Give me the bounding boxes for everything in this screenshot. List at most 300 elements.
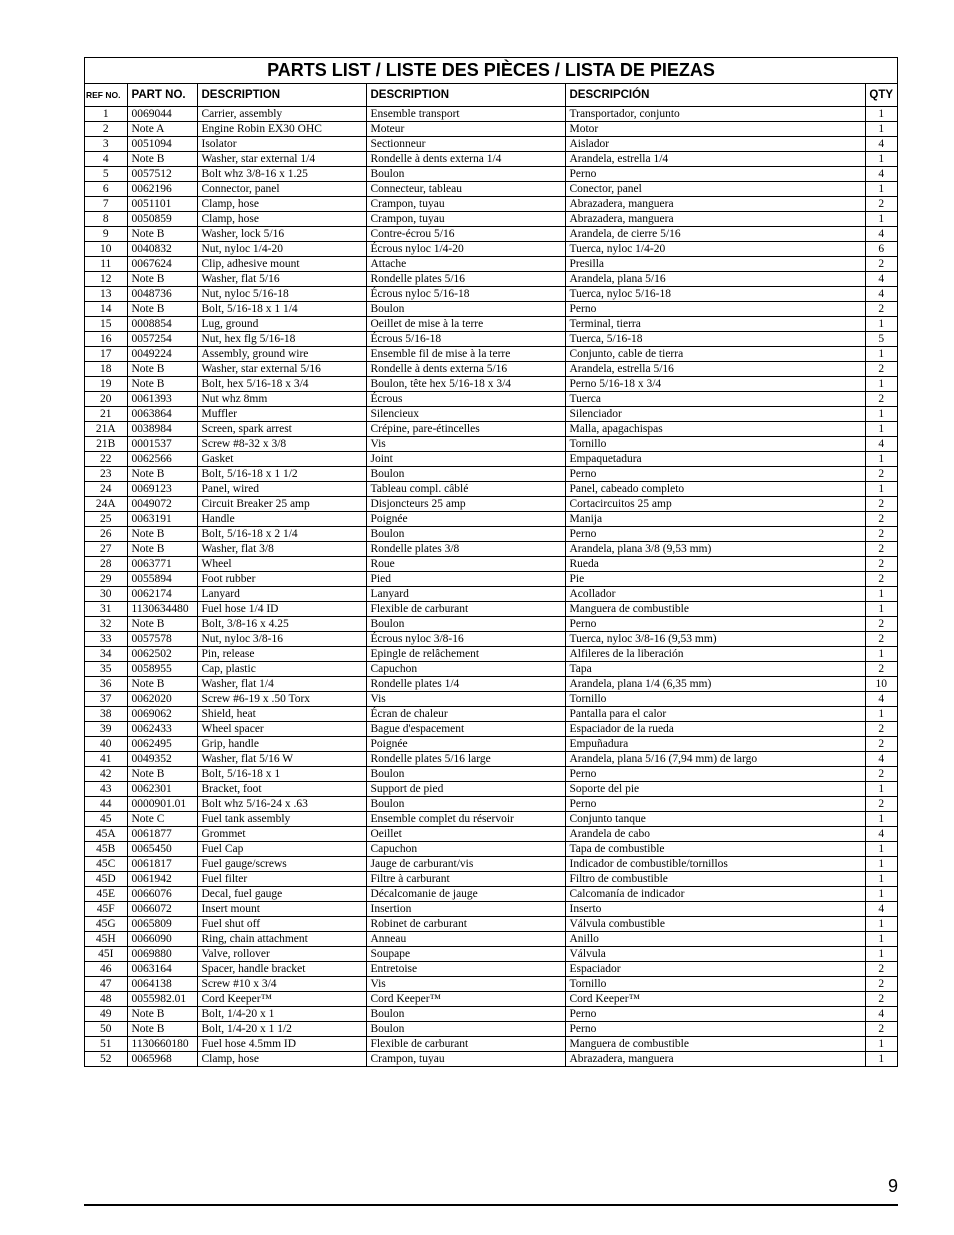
description-en-cell: Grip, handle [197, 736, 366, 751]
qty-cell: 1 [878, 107, 885, 120]
qty-cell: 4 [878, 1007, 885, 1020]
description-fr-cell: Ensemble fil de mise à la terre [366, 346, 565, 361]
description-es-cell: Conjunto tanque [565, 811, 865, 826]
ref-no-cell: 33 [85, 631, 127, 646]
description-en-cell: Nut whz 8mm [197, 391, 366, 406]
table-row [85, 586, 897, 601]
ref-no-cell: 43 [85, 781, 127, 796]
description-en-cell: Connector, panel [197, 181, 366, 196]
part-no-cell: 0062495 [127, 736, 197, 751]
part-no-cell: 0066076 [127, 886, 197, 901]
qty-cell: 2 [878, 557, 885, 570]
description-fr-cell: Connecteur, tableau [366, 181, 565, 196]
qty-cell: 2 [878, 962, 885, 975]
description-es-cell: Pie [565, 571, 865, 586]
description-es-cell: Tuerca, nyloc 5/16-18 [565, 286, 865, 301]
part-no-cell: 0069123 [127, 481, 197, 496]
ref-no-cell: 48 [85, 991, 127, 1006]
description-es-cell: Cord Keeper™ [565, 991, 865, 1006]
description-es-cell: Perno [565, 466, 865, 481]
qty-cell: 2 [878, 467, 885, 480]
ref-no-cell: 45D [85, 871, 127, 886]
qty-cell: 1 [878, 812, 885, 825]
description-en-cell: Screw #6-19 x .50 Torx [197, 691, 366, 706]
header-description-es: DESCRIPCIÓN [565, 84, 865, 106]
description-es-cell: Anillo [565, 931, 865, 946]
part-no-cell: 0062020 [127, 691, 197, 706]
header-ref-no: REF NO. [85, 84, 127, 106]
part-no-cell: Note B [127, 226, 197, 241]
description-en-cell: Bolt whz 3/8-16 x 1.25 [197, 166, 366, 181]
table-row [85, 571, 897, 586]
ref-no-cell: 1 [85, 106, 127, 121]
description-fr-cell: Robinet de carburant [366, 916, 565, 931]
table-row [85, 646, 897, 661]
description-en-cell: Bolt, 5/16-18 x 2 1/4 [197, 526, 366, 541]
qty-cell: 2 [878, 572, 885, 585]
ref-no-cell: 38 [85, 706, 127, 721]
part-no-cell: 0063191 [127, 511, 197, 526]
ref-no-cell: 45C [85, 856, 127, 871]
part-no-cell: 0065450 [127, 841, 197, 856]
description-fr-cell: Insertion [366, 901, 565, 916]
qty-cell: 1 [878, 407, 885, 420]
qty-cell: 1 [878, 932, 885, 945]
ref-no-cell: 17 [85, 346, 127, 361]
description-en-cell: Nut, nyloc 1/4-20 [197, 241, 366, 256]
header-description-en: DESCRIPTION [197, 84, 366, 106]
part-no-cell: 0069062 [127, 706, 197, 721]
ref-no-cell: 45 [85, 811, 127, 826]
qty-cell: 1 [878, 872, 885, 885]
qty-cell: 2 [878, 512, 885, 525]
part-no-cell: 0069880 [127, 946, 197, 961]
ref-no-cell: 37 [85, 691, 127, 706]
qty-cell: 1 [878, 602, 885, 615]
description-es-cell: Malla, apagachispas [565, 421, 865, 436]
table-row [85, 511, 897, 526]
part-no-cell: Note B [127, 466, 197, 481]
qty-cell: 1 [878, 422, 885, 435]
description-es-cell: Perno 5/16-18 x 3/4 [565, 376, 865, 391]
header-description-fr: DESCRIPTION [366, 84, 565, 106]
qty-cell: 2 [878, 662, 885, 675]
part-no-cell: Note B [127, 526, 197, 541]
description-en-cell: Washer, flat 3/8 [197, 541, 366, 556]
description-fr-cell: Boulon [366, 796, 565, 811]
description-fr-cell: Capuchon [366, 661, 565, 676]
table-row [85, 1021, 897, 1036]
table-row [85, 721, 897, 736]
description-en-cell: Bolt, 5/16-18 x 1 [197, 766, 366, 781]
description-fr-cell: Vis [366, 691, 565, 706]
description-fr-cell: Jauge de carburant/vis [366, 856, 565, 871]
table-row [85, 1051, 897, 1066]
table-row [85, 691, 897, 706]
qty-cell: 10 [875, 677, 887, 690]
description-es-cell: Manija [565, 511, 865, 526]
description-en-cell: Screw #10 x 3/4 [197, 976, 366, 991]
part-no-cell: 0048736 [127, 286, 197, 301]
ref-no-cell: 45E [85, 886, 127, 901]
ref-no-cell: 47 [85, 976, 127, 991]
description-en-cell: Spacer, handle bracket [197, 961, 366, 976]
description-es-cell: Arandela, estrella 5/16 [565, 361, 865, 376]
description-en-cell: Foot rubber [197, 571, 366, 586]
description-es-cell: Tuerca, 5/16-18 [565, 331, 865, 346]
description-es-cell: Tornillo [565, 976, 865, 991]
ref-no-cell: 46 [85, 961, 127, 976]
ref-no-cell: 18 [85, 361, 127, 376]
ref-no-cell: 45G [85, 916, 127, 931]
description-fr-cell: Rondelle plates 5/16 [366, 271, 565, 286]
description-en-cell: Clip, adhesive mount [197, 256, 366, 271]
description-fr-cell: Rondelle à dents externa 1/4 [366, 151, 565, 166]
description-en-cell: Screw #8-32 x 3/8 [197, 436, 366, 451]
ref-no-cell: 11 [85, 256, 127, 271]
table-row [85, 826, 897, 841]
part-no-cell: 0063771 [127, 556, 197, 571]
description-fr-cell: Écrous nyloc 1/4-20 [366, 241, 565, 256]
qty-cell: 2 [878, 527, 885, 540]
description-es-cell: Perno [565, 616, 865, 631]
part-no-cell: 0051094 [127, 136, 197, 151]
ref-no-cell: 32 [85, 616, 127, 631]
description-es-cell: Arandela de cabo [565, 826, 865, 841]
part-no-cell: 0067624 [127, 256, 197, 271]
parts-list-title: PARTS LIST / LISTE DES PIÈCES / LISTA DE PIEZAS [85, 58, 897, 84]
description-en-cell: Clamp, hose [197, 196, 366, 211]
qty-cell: 2 [878, 992, 885, 1005]
ref-no-cell: 2 [85, 121, 127, 136]
parts-list-table-frame [84, 57, 898, 1067]
part-no-cell: 0049352 [127, 751, 197, 766]
table-row [85, 211, 897, 226]
qty-cell: 4 [878, 902, 885, 915]
description-es-cell: Perno [565, 1006, 865, 1021]
description-fr-cell: Boulon, tête hex 5/16-18 x 3/4 [366, 376, 565, 391]
table-row [85, 271, 897, 286]
description-es-cell: Arandela, plana 5/16 (7,94 mm) de largo [565, 751, 865, 766]
description-fr-cell: Flexible de carburant [366, 601, 565, 616]
description-es-cell: Empuñadura [565, 736, 865, 751]
part-no-cell: 0062502 [127, 646, 197, 661]
description-fr-cell: Entretoise [366, 961, 565, 976]
ref-no-cell: 28 [85, 556, 127, 571]
qty-cell: 1 [878, 377, 885, 390]
description-en-cell: Bolt, 3/8-16 x 4.25 [197, 616, 366, 631]
qty-cell: 2 [878, 767, 885, 780]
ref-no-cell: 41 [85, 751, 127, 766]
qty-cell: 2 [878, 617, 885, 630]
description-es-cell: Empaquetadura [565, 451, 865, 466]
description-es-cell: Perno [565, 1021, 865, 1036]
description-en-cell: Bolt, 5/16-18 x 1 1/2 [197, 466, 366, 481]
description-en-cell: Handle [197, 511, 366, 526]
table-row [85, 241, 897, 256]
description-fr-cell: Crampon, tuyau [366, 1051, 565, 1066]
table-row [85, 961, 897, 976]
part-no-cell: 0065968 [127, 1051, 197, 1066]
ref-no-cell: 21 [85, 406, 127, 421]
description-es-cell: Tapa [565, 661, 865, 676]
table-row [85, 631, 897, 646]
qty-cell: 1 [878, 1037, 885, 1050]
ref-no-cell: 29 [85, 571, 127, 586]
ref-no-cell: 16 [85, 331, 127, 346]
table-row [85, 601, 897, 616]
description-es-cell: Panel, cabeado completo [565, 481, 865, 496]
description-fr-cell: Cord Keeper™ [366, 991, 565, 1006]
description-fr-cell: Boulon [366, 166, 565, 181]
description-en-cell: Bracket, foot [197, 781, 366, 796]
description-en-cell: Bolt, hex 5/16-18 x 3/4 [197, 376, 366, 391]
description-en-cell: Isolator [197, 136, 366, 151]
description-fr-cell: Filtre à carburant [366, 871, 565, 886]
description-en-cell: Washer, lock 5/16 [197, 226, 366, 241]
description-es-cell: Aislador [565, 136, 865, 151]
ref-no-cell: 27 [85, 541, 127, 556]
ref-no-cell: 31 [85, 601, 127, 616]
ref-no-cell: 45H [85, 931, 127, 946]
description-es-cell: Tuerca, nyloc 3/8-16 (9,53 mm) [565, 631, 865, 646]
description-es-cell: Perno [565, 166, 865, 181]
description-en-cell: Bolt, 1/4-20 x 1 [197, 1006, 366, 1021]
description-en-cell: Fuel hose 4.5mm ID [197, 1036, 366, 1051]
ref-no-cell: 44 [85, 796, 127, 811]
table-row [85, 301, 897, 316]
description-en-cell: Lug, ground [197, 316, 366, 331]
part-no-cell: 0061942 [127, 871, 197, 886]
part-no-cell: Note B [127, 676, 197, 691]
table-row [85, 946, 897, 961]
qty-cell: 1 [878, 857, 885, 870]
qty-cell: 4 [878, 227, 885, 240]
ref-no-cell: 10 [85, 241, 127, 256]
description-en-cell: Circuit Breaker 25 amp [197, 496, 366, 511]
description-en-cell: Bolt whz 5/16-24 x .63 [197, 796, 366, 811]
ref-no-cell: 30 [85, 586, 127, 601]
part-no-cell: 0051101 [127, 196, 197, 211]
qty-cell: 1 [878, 647, 885, 660]
part-no-cell: 0065809 [127, 916, 197, 931]
description-en-cell: Ring, chain attachment [197, 931, 366, 946]
description-es-cell: Arandela, estrella 1/4 [565, 151, 865, 166]
part-no-cell: 0062433 [127, 721, 197, 736]
description-fr-cell: Écran de chaleur [366, 706, 565, 721]
ref-no-cell: 12 [85, 271, 127, 286]
qty-cell: 2 [878, 632, 885, 645]
ref-no-cell: 45I [85, 946, 127, 961]
table-row [85, 136, 897, 151]
description-fr-cell: Boulon [366, 766, 565, 781]
description-fr-cell: Tableau compl. câblé [366, 481, 565, 496]
description-en-cell: Clamp, hose [197, 211, 366, 226]
page-number: 9 [887, 1176, 898, 1196]
qty-cell: 4 [878, 287, 885, 300]
description-es-cell: Arandela, de cierre 5/16 [565, 226, 865, 241]
table-row [85, 541, 897, 556]
table-row [85, 616, 897, 631]
part-no-cell: Note B [127, 271, 197, 286]
qty-cell: 1 [878, 212, 885, 225]
ref-no-cell: 39 [85, 721, 127, 736]
description-fr-cell: Disjoncteurs 25 amp [366, 496, 565, 511]
part-no-cell: 0062566 [127, 451, 197, 466]
description-es-cell: Motor [565, 121, 865, 136]
description-fr-cell: Boulon [366, 1006, 565, 1021]
ref-no-cell: 35 [85, 661, 127, 676]
description-en-cell: Fuel tank assembly [197, 811, 366, 826]
table-row [85, 421, 897, 436]
qty-cell: 1 [878, 917, 885, 930]
description-fr-cell: Anneau [366, 931, 565, 946]
description-es-cell: Acollador [565, 586, 865, 601]
part-no-cell: 0049224 [127, 346, 197, 361]
qty-cell: 4 [878, 272, 885, 285]
ref-no-cell: 51 [85, 1036, 127, 1051]
ref-no-cell: 24A [85, 496, 127, 511]
description-en-cell: Nut, nyloc 3/8-16 [197, 631, 366, 646]
ref-no-cell: 19 [85, 376, 127, 391]
table-row [85, 886, 897, 901]
qty-cell: 1 [878, 587, 885, 600]
description-es-cell: Indicador de combustible/tornillos [565, 856, 865, 871]
description-es-cell: Conector, panel [565, 181, 865, 196]
table-row [85, 481, 897, 496]
description-es-cell: Silenciador [565, 406, 865, 421]
ref-no-cell: 40 [85, 736, 127, 751]
description-es-cell: Espaciador [565, 961, 865, 976]
description-es-cell: Manguera de combustible [565, 1036, 865, 1051]
ref-no-cell: 50 [85, 1021, 127, 1036]
part-no-cell: 0008854 [127, 316, 197, 331]
part-no-cell: 0061877 [127, 826, 197, 841]
description-en-cell: Fuel gauge/screws [197, 856, 366, 871]
table-row [85, 226, 897, 241]
description-es-cell: Abrazadera, manguera [565, 196, 865, 211]
description-fr-cell: Attache [366, 256, 565, 271]
description-en-cell: Clamp, hose [197, 1051, 366, 1066]
part-no-cell: Note B [127, 376, 197, 391]
part-no-cell: 0064138 [127, 976, 197, 991]
description-en-cell: Engine Robin EX30 OHC [197, 121, 366, 136]
part-no-cell: Note B [127, 1006, 197, 1021]
qty-cell: 4 [878, 167, 885, 180]
table-row [85, 1006, 897, 1021]
part-no-cell: Note B [127, 1021, 197, 1036]
ref-no-cell: 9 [85, 226, 127, 241]
qty-cell: 1 [878, 182, 885, 195]
description-fr-cell: Écrous 5/16-18 [366, 331, 565, 346]
description-fr-cell: Pied [366, 571, 565, 586]
description-en-cell: Gasket [197, 451, 366, 466]
description-en-cell: Wheel [197, 556, 366, 571]
description-en-cell: Carrier, assembly [197, 106, 366, 121]
table-row [85, 676, 897, 691]
table-row [85, 496, 897, 511]
part-no-cell: 1130634480 [127, 601, 197, 616]
qty-cell: 4 [878, 752, 885, 765]
description-fr-cell: Flexible de carburant [366, 1036, 565, 1051]
part-no-cell: 0069044 [127, 106, 197, 121]
description-es-cell: Arandela, plana 5/16 [565, 271, 865, 286]
part-no-cell: Note B [127, 361, 197, 376]
description-es-cell: Válvula [565, 946, 865, 961]
description-en-cell: Wheel spacer [197, 721, 366, 736]
table-row [85, 661, 897, 676]
table-header-row [85, 84, 897, 106]
qty-cell: 4 [878, 137, 885, 150]
part-no-cell: 0057578 [127, 631, 197, 646]
description-en-cell: Fuel hose 1/4 ID [197, 601, 366, 616]
description-fr-cell: Boulon [366, 526, 565, 541]
table-row [85, 841, 897, 856]
description-en-cell: Fuel filter [197, 871, 366, 886]
qty-cell: 1 [878, 707, 885, 720]
description-es-cell: Perno [565, 766, 865, 781]
header-qty: QTY [865, 84, 897, 106]
qty-cell: 1 [878, 122, 885, 135]
description-es-cell: Tapa de combustible [565, 841, 865, 856]
description-en-cell: Pin, release [197, 646, 366, 661]
description-en-cell: Washer, flat 5/16 [197, 271, 366, 286]
qty-cell: 2 [878, 257, 885, 270]
description-es-cell: Soporte del pie [565, 781, 865, 796]
description-en-cell: Bolt, 5/16-18 x 1 1/4 [197, 301, 366, 316]
part-no-cell: Note B [127, 541, 197, 556]
qty-cell: 1 [878, 947, 885, 960]
parts-list-table [85, 84, 897, 1066]
description-fr-cell: Rondelle plates 1/4 [366, 676, 565, 691]
table-row [85, 181, 897, 196]
description-fr-cell: Poignée [366, 511, 565, 526]
description-es-cell: Válvula combustible [565, 916, 865, 931]
ref-no-cell: 36 [85, 676, 127, 691]
table-row [85, 151, 897, 166]
description-es-cell: Tuerca [565, 391, 865, 406]
qty-cell: 2 [878, 797, 885, 810]
description-fr-cell: Oeillet [366, 826, 565, 841]
qty-cell: 4 [878, 827, 885, 840]
part-no-cell: Note A [127, 121, 197, 136]
ref-no-cell: 45B [85, 841, 127, 856]
description-fr-cell: Capuchon [366, 841, 565, 856]
qty-cell: 1 [878, 842, 885, 855]
part-no-cell: 0057254 [127, 331, 197, 346]
description-fr-cell: Boulon [366, 301, 565, 316]
table-row [85, 976, 897, 991]
part-no-cell: 0058955 [127, 661, 197, 676]
part-no-cell: Note B [127, 301, 197, 316]
table-row [85, 991, 897, 1006]
description-en-cell: Muffler [197, 406, 366, 421]
ref-no-cell: 25 [85, 511, 127, 526]
part-no-cell: 0057512 [127, 166, 197, 181]
description-en-cell: Washer, flat 5/16 W [197, 751, 366, 766]
part-no-cell: 0062174 [127, 586, 197, 601]
table-row [85, 436, 897, 451]
table-row [85, 106, 897, 121]
description-en-cell: Grommet [197, 826, 366, 841]
part-no-cell: Note B [127, 766, 197, 781]
description-fr-cell: Rondelle plates 5/16 large [366, 751, 565, 766]
description-es-cell: Conjunto, cable de tierra [565, 346, 865, 361]
ref-no-cell: 15 [85, 316, 127, 331]
description-es-cell: Abrazadera, manguera [565, 1051, 865, 1066]
table-row [85, 556, 897, 571]
ref-no-cell: 6 [85, 181, 127, 196]
